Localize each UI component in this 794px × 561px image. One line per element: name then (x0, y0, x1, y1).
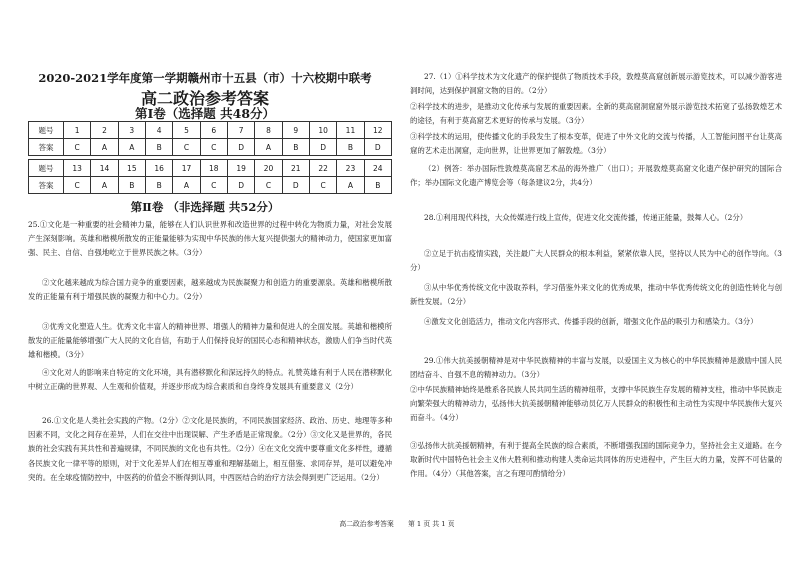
answer-letter-cell: C (173, 139, 200, 156)
answer-letter-cell: B (145, 177, 172, 194)
question-number-cell: 19 (227, 160, 254, 177)
answer-paragraph-28-4: ④激发文化创造活力，推动文化内容形式、传播手段的创新，增强文化作品的吸引力和感染力。（3分） (424, 317, 758, 326)
answer-paragraph-29-2: ②中华民族精神始终是维系各民族人民共同生活的精神纽带，支撑中华民族生存发展的精神支柱，推动中华民族走向繁荣强大的精神动力，弘扬伟大抗美援朝精神能够动员亿万人民群众的积极性和主动性为实现中华民族伟大复兴而奋斗。（4分） (410, 385, 782, 423)
question-number-cell: 17 (173, 160, 200, 177)
answer-letter-cell: B (364, 177, 391, 194)
question-number-cell: 21 (282, 160, 309, 177)
answer-letter-cell: B (118, 177, 145, 194)
answer-letter-cell: D (282, 177, 309, 194)
question-number-cell: 5 (173, 122, 200, 139)
footer-doc-name: 高二政治参考答案 (339, 520, 394, 528)
question-number-cell: 2 (91, 122, 118, 139)
footer-page-number: 第 1 页 共 1 页 (407, 520, 455, 528)
answer-letter-cell: C (64, 139, 91, 156)
question-number-cell: 6 (200, 122, 227, 139)
answer-letter-cell: A (255, 139, 282, 156)
table-row-answers (29, 177, 392, 194)
answer-letter-cell: C (309, 177, 336, 194)
question-number-cell: 10 (309, 122, 336, 139)
answer-letter-cell: D (227, 139, 254, 156)
answer-paragraph-27-2: ②科学技术的进步，是推动文化传承与发展的重要因素。全新的莫高窟洞窟窟外展示游览技术拓宽了弘扬敦煌艺术的途径，有利于莫高窟艺术更好的传承与发展。（3分） (410, 102, 782, 126)
row-label-answer: 答案 (29, 139, 64, 156)
part1-heading: 第Ⅰ卷（选择题 共48分） (134, 106, 276, 121)
answer-table (28, 121, 392, 194)
answer-letter-cell: B (337, 139, 364, 156)
answer-paragraph-29-3: ③弘扬伟大抗美援朝精神，有利于提高全民族的综合素质，不断增强我国的国际竞争力，坚持社会主义道路。在今取新时代中国特色社会主义伟大胜利和推动构建人类命运共同体的历史进程中，产生巨大的力量，发挥不可估量的作用。（4分）（其他答案，言之有理可酌情给分） (410, 441, 782, 479)
answer-letter-cell: A (91, 139, 118, 156)
question-number-cell: 15 (118, 160, 145, 177)
table-row-question-numbers (29, 122, 392, 139)
question-number-cell: 9 (282, 122, 309, 139)
question-number-cell: 1 (64, 122, 91, 139)
answer-letter-cell: C (200, 139, 227, 156)
question-number-cell: 24 (364, 160, 391, 177)
answer-letter-cell: B (145, 139, 172, 156)
answer-paragraph-27-1: 27.（1）①科学技术为文化遗产的保护提供了物质技术手段，敦煌莫高窟创新展示游览技术，可以减少游客进洞时间，达到保护洞窟文物的目的。（2分） (410, 72, 782, 96)
row-label-question: 题号 (29, 160, 64, 177)
answer-letter-cell: C (64, 177, 91, 194)
question-number-cell: 22 (309, 160, 336, 177)
answer-paragraph-25-2: ②文化越来越成为综合国力竞争的重要因素，越来越成为民族凝聚力和创造力的重要源泉。英雄和楷模所散发的正能量有利于增强民族的凝聚力和中心力。（2分） (28, 278, 392, 302)
question-number-cell: 18 (200, 160, 227, 177)
question-number-cell: 13 (64, 160, 91, 177)
answer-letter-cell: D (364, 139, 391, 156)
answer-paragraph-26: 26.①文化是人类社会实践的产物。（2分）②文化是民族的，不同民族国家经济、政治、历史、地理等多种因素不同，文化之间存在差异，人们在交往中出现误解、产生矛盾是正常现象。（2分）③文化又是世界的，各民族的社会实践有其共性和普遍规律，不同民族的文化也有共性。（2分）④在文化交流中要尊重文化多样性，遵循各民族文化一律平等的原则，对于文化差异人们在相互尊重和理解基础上，相互借鉴、求同存异，是可以避免冲突的。在全球疫情防控中，中医药的价值会不断得到认同，中西医结合的治疗方法会得到更广泛运用。（2分） (28, 416, 392, 482)
answer-paragraph-28-2: ②立足于抗击疫情实践，关注最广大人民群众的根本利益，紧紧依靠人民，坚持以人民为中心的创作导向。（3分） (410, 249, 782, 273)
question-number-cell: 11 (337, 122, 364, 139)
table-row-answers (29, 139, 392, 156)
answer-paragraph-27-3: ③科学技术的运用，使传播文化的手段发生了根本变革，促进了中外文化的交流与传播，人工智能问图平台让莫高窟的艺术走出洞窟，走向世界，让世界更加了解敦煌。（3分） (410, 132, 782, 156)
answer-paragraph-25-3: ③优秀文化塑造人生。优秀文化丰富人的精神世界、增强人的精神力量和促进人的全面发展。英雄和楷模所散发的正能量能够增强广大人民的文化自信，有助于人们保持良好的国民心态和精神状态，激励人们争当时代英雄和楷模。（3分） (28, 322, 392, 360)
answer-paragraph-25-1: 25.①文化是一种重要的社会精神力量，能够在人们认识世界和改造世界的过程中转化为物质力量，对社会发展产生深刻影响。英雄和楷模所散发的正能量能够为实现中华民族的伟大复兴提供强大的精神动力，使国家更加富强、民主、自信、自强地屹立于世界民族之林。（3分） (28, 220, 392, 258)
page-title: 高二政治参考答案 (140, 89, 269, 108)
part2-heading: 第Ⅱ卷 （非选择题 共52分） (130, 200, 280, 214)
answer-letter-cell: B (282, 139, 309, 156)
exam-title-line: 2020-2021学年度第一学期赣州市十五县（市）十六校期中联考 (38, 71, 372, 85)
answer-letter-cell: C (255, 177, 282, 194)
answer-paragraph-28-1: 28.①利用现代科技，大众传媒进行线上宣传，促进文化交流传播，传递正能量，鼓舞人心。（2分） (424, 213, 748, 222)
answer-letter-cell: A (91, 177, 118, 194)
table-row-question-numbers (29, 160, 392, 177)
answer-letter-cell: A (337, 177, 364, 194)
row-label-question: 题号 (29, 122, 64, 139)
answer-letter-cell: A (118, 139, 145, 156)
question-number-cell: 16 (145, 160, 172, 177)
question-number-cell: 14 (91, 160, 118, 177)
page-footer (0, 518, 794, 528)
answer-paragraph-27-4: （2）例答：举办国际性敦煌莫高窟艺术品的海外推广（出口）；开展敦煌莫高窟文化遗产保护研究的国际合作；举办国际文化遗产博览会等（每条建议2分，共4分） (410, 164, 782, 188)
question-number-cell: 20 (255, 160, 282, 177)
row-label-answer: 答案 (29, 177, 64, 194)
answer-letter-cell: C (200, 177, 227, 194)
answer-letter-cell: A (173, 177, 200, 194)
answer-letter-cell: D (227, 177, 254, 194)
answer-letter-cell: D (309, 139, 336, 156)
question-number-cell: 7 (227, 122, 254, 139)
question-number-cell: 12 (364, 122, 391, 139)
question-number-cell: 8 (255, 122, 282, 139)
answer-paragraph-25-4: ④文化对人的影响来自特定的文化环境，具有潜移默化和深远持久的特点。礼赞英雄有利于人民在潜移默化中树立正确的世界观、人生观和价值观，并逐步形成为综合素质和自身终身发展具有重要意义（2分） (28, 368, 392, 392)
question-number-cell: 23 (337, 160, 364, 177)
answer-paragraph-29-1: 29.①伟大抗美援朝精神是对中华民族精神的丰富与发展，以爱国主义为核心的中华民族精神是激励中国人民团结奋斗、自强不息的精神动力。（3分） (410, 356, 782, 380)
question-number-cell: 3 (118, 122, 145, 139)
question-number-cell: 4 (145, 122, 172, 139)
answer-paragraph-28-3: ③从中华优秀传统文化中汲取养料，学习借鉴外来文化的优秀成果，推动中华优秀传统文化的创造性转化与创新性发展。（2分） (410, 283, 782, 307)
